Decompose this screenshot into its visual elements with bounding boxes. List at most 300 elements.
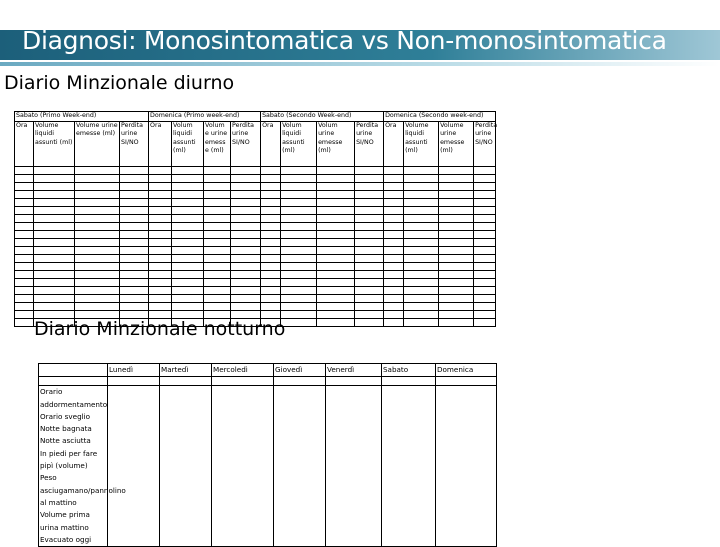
day-entry-cell[interactable] <box>261 286 281 294</box>
day-entry-cell[interactable] <box>204 214 231 222</box>
day-entry-cell[interactable] <box>120 246 149 254</box>
day-entry-cell[interactable] <box>149 254 172 262</box>
day-entry-cell[interactable] <box>439 294 474 302</box>
day-entry-cell[interactable] <box>75 214 120 222</box>
day-entry-cell[interactable] <box>474 294 496 302</box>
day-entry-cell[interactable] <box>204 190 231 198</box>
day-entry-cell[interactable] <box>75 254 120 262</box>
day-entry-cell[interactable] <box>75 182 120 190</box>
day-entry-cell[interactable] <box>355 166 384 174</box>
day-entry-cell[interactable] <box>261 214 281 222</box>
day-entry-cell[interactable] <box>34 174 75 182</box>
day-entry-cell[interactable] <box>439 182 474 190</box>
day-entry-cell[interactable] <box>439 214 474 222</box>
day-entry-cell[interactable] <box>231 206 261 214</box>
day-entry-cell[interactable] <box>149 214 172 222</box>
day-entry-cell[interactable] <box>120 214 149 222</box>
day-entry-cell[interactable] <box>261 198 281 206</box>
day-entry-cell[interactable] <box>204 310 231 318</box>
day-entry-cell[interactable] <box>149 302 172 310</box>
day-entry-cell[interactable] <box>355 246 384 254</box>
day-entry-cell[interactable] <box>439 190 474 198</box>
day-entry-cell[interactable] <box>261 166 281 174</box>
day-entry-cell[interactable] <box>439 310 474 318</box>
day-entry-cell[interactable] <box>317 302 355 310</box>
day-entry-cell[interactable] <box>404 270 439 278</box>
day-entry-cell[interactable] <box>261 302 281 310</box>
day-entry-cell[interactable] <box>317 190 355 198</box>
night-entry-cell[interactable] <box>436 386 497 547</box>
day-entry-cell[interactable] <box>34 286 75 294</box>
day-entry-cell[interactable] <box>120 254 149 262</box>
day-entry-cell[interactable] <box>317 182 355 190</box>
day-entry-cell[interactable] <box>474 302 496 310</box>
day-entry-cell[interactable] <box>34 262 75 270</box>
day-entry-cell[interactable] <box>281 230 317 238</box>
day-entry-cell[interactable] <box>15 278 34 286</box>
day-entry-cell[interactable] <box>231 230 261 238</box>
day-entry-cell[interactable] <box>204 198 231 206</box>
day-entry-cell[interactable] <box>281 286 317 294</box>
day-entry-cell[interactable] <box>149 246 172 254</box>
day-entry-cell[interactable] <box>317 318 355 326</box>
day-entry-cell[interactable] <box>15 254 34 262</box>
day-entry-cell[interactable] <box>281 174 317 182</box>
day-entry-cell[interactable] <box>120 238 149 246</box>
day-entry-cell[interactable] <box>172 222 204 230</box>
day-entry-cell[interactable] <box>231 302 261 310</box>
day-entry-cell[interactable] <box>75 238 120 246</box>
day-entry-cell[interactable] <box>261 246 281 254</box>
day-entry-cell[interactable] <box>355 174 384 182</box>
day-entry-cell[interactable] <box>474 182 496 190</box>
night-entry-cell[interactable] <box>108 386 160 547</box>
day-entry-cell[interactable] <box>149 270 172 278</box>
day-entry-cell[interactable] <box>474 278 496 286</box>
day-entry-cell[interactable] <box>404 174 439 182</box>
day-entry-cell[interactable] <box>231 246 261 254</box>
day-entry-cell[interactable] <box>75 302 120 310</box>
day-entry-cell[interactable] <box>317 238 355 246</box>
day-entry-cell[interactable] <box>439 254 474 262</box>
day-entry-cell[interactable] <box>120 182 149 190</box>
day-entry-cell[interactable] <box>281 222 317 230</box>
day-entry-cell[interactable] <box>172 190 204 198</box>
day-entry-cell[interactable] <box>34 278 75 286</box>
day-entry-cell[interactable] <box>317 206 355 214</box>
day-entry-cell[interactable] <box>355 286 384 294</box>
day-entry-cell[interactable] <box>149 262 172 270</box>
day-entry-cell[interactable] <box>281 262 317 270</box>
day-entry-cell[interactable] <box>384 222 404 230</box>
day-entry-cell[interactable] <box>384 174 404 182</box>
day-entry-cell[interactable] <box>204 278 231 286</box>
day-entry-cell[interactable] <box>261 270 281 278</box>
day-entry-cell[interactable] <box>439 270 474 278</box>
day-entry-cell[interactable] <box>172 206 204 214</box>
day-entry-cell[interactable] <box>281 270 317 278</box>
day-entry-cell[interactable] <box>384 166 404 174</box>
day-entry-cell[interactable] <box>439 262 474 270</box>
day-entry-cell[interactable] <box>404 318 439 326</box>
day-entry-cell[interactable] <box>355 310 384 318</box>
day-entry-cell[interactable] <box>474 166 496 174</box>
day-entry-cell[interactable] <box>149 190 172 198</box>
night-entry-cell[interactable] <box>326 386 382 547</box>
day-entry-cell[interactable] <box>34 230 75 238</box>
day-entry-cell[interactable] <box>317 222 355 230</box>
day-entry-cell[interactable] <box>34 222 75 230</box>
day-entry-cell[interactable] <box>204 166 231 174</box>
day-entry-cell[interactable] <box>15 302 34 310</box>
day-entry-cell[interactable] <box>474 214 496 222</box>
day-entry-cell[interactable] <box>120 222 149 230</box>
day-entry-cell[interactable] <box>474 286 496 294</box>
day-entry-cell[interactable] <box>404 230 439 238</box>
day-entry-cell[interactable] <box>120 198 149 206</box>
day-entry-cell[interactable] <box>149 286 172 294</box>
day-entry-cell[interactable] <box>261 310 281 318</box>
day-entry-cell[interactable] <box>474 270 496 278</box>
day-entry-cell[interactable] <box>439 206 474 214</box>
day-entry-cell[interactable] <box>172 294 204 302</box>
day-entry-cell[interactable] <box>204 238 231 246</box>
day-entry-cell[interactable] <box>281 206 317 214</box>
day-entry-cell[interactable] <box>34 190 75 198</box>
day-entry-cell[interactable] <box>261 222 281 230</box>
day-entry-cell[interactable] <box>281 294 317 302</box>
day-entry-cell[interactable] <box>149 182 172 190</box>
day-entry-cell[interactable] <box>15 182 34 190</box>
day-entry-cell[interactable] <box>172 214 204 222</box>
day-entry-cell[interactable] <box>439 286 474 294</box>
day-entry-cell[interactable] <box>261 294 281 302</box>
day-entry-cell[interactable] <box>204 230 231 238</box>
day-entry-cell[interactable] <box>281 166 317 174</box>
night-entry-cell[interactable] <box>382 386 436 547</box>
day-entry-cell[interactable] <box>75 262 120 270</box>
day-entry-cell[interactable] <box>34 214 75 222</box>
day-entry-cell[interactable] <box>172 238 204 246</box>
day-entry-cell[interactable] <box>317 262 355 270</box>
day-entry-cell[interactable] <box>120 294 149 302</box>
day-entry-cell[interactable] <box>204 174 231 182</box>
day-entry-cell[interactable] <box>281 254 317 262</box>
day-entry-cell[interactable] <box>120 230 149 238</box>
day-entry-cell[interactable] <box>281 198 317 206</box>
day-entry-cell[interactable] <box>281 246 317 254</box>
night-entry-cell[interactable] <box>212 386 274 547</box>
day-entry-cell[interactable] <box>231 286 261 294</box>
day-entry-cell[interactable] <box>75 206 120 214</box>
day-entry-cell[interactable] <box>439 230 474 238</box>
day-entry-cell[interactable] <box>474 246 496 254</box>
day-entry-cell[interactable] <box>172 254 204 262</box>
day-entry-cell[interactable] <box>281 310 317 318</box>
day-entry-cell[interactable] <box>384 198 404 206</box>
day-entry-cell[interactable] <box>317 270 355 278</box>
day-entry-cell[interactable] <box>75 198 120 206</box>
day-entry-cell[interactable] <box>172 174 204 182</box>
day-entry-cell[interactable] <box>384 206 404 214</box>
day-entry-cell[interactable] <box>355 190 384 198</box>
day-entry-cell[interactable] <box>474 206 496 214</box>
day-entry-cell[interactable] <box>439 246 474 254</box>
day-entry-cell[interactable] <box>34 270 75 278</box>
day-entry-cell[interactable] <box>15 222 34 230</box>
day-entry-cell[interactable] <box>404 286 439 294</box>
day-entry-cell[interactable] <box>261 206 281 214</box>
day-entry-cell[interactable] <box>355 182 384 190</box>
day-entry-cell[interactable] <box>120 206 149 214</box>
day-entry-cell[interactable] <box>15 214 34 222</box>
day-entry-cell[interactable] <box>231 262 261 270</box>
day-entry-cell[interactable] <box>15 246 34 254</box>
day-entry-cell[interactable] <box>384 238 404 246</box>
day-entry-cell[interactable] <box>384 246 404 254</box>
day-entry-cell[interactable] <box>384 286 404 294</box>
day-entry-cell[interactable] <box>404 190 439 198</box>
day-entry-cell[interactable] <box>149 278 172 286</box>
day-entry-cell[interactable] <box>355 230 384 238</box>
day-entry-cell[interactable] <box>15 190 34 198</box>
day-entry-cell[interactable] <box>149 294 172 302</box>
day-entry-cell[interactable] <box>120 286 149 294</box>
day-entry-cell[interactable] <box>75 190 120 198</box>
day-entry-cell[interactable] <box>204 254 231 262</box>
day-entry-cell[interactable] <box>75 286 120 294</box>
day-entry-cell[interactable] <box>384 294 404 302</box>
day-entry-cell[interactable] <box>172 230 204 238</box>
day-entry-cell[interactable] <box>355 262 384 270</box>
day-entry-cell[interactable] <box>261 182 281 190</box>
day-entry-cell[interactable] <box>34 302 75 310</box>
day-entry-cell[interactable] <box>439 302 474 310</box>
day-entry-cell[interactable] <box>317 294 355 302</box>
day-entry-cell[interactable] <box>149 174 172 182</box>
day-entry-cell[interactable] <box>15 286 34 294</box>
day-entry-cell[interactable] <box>75 174 120 182</box>
day-entry-cell[interactable] <box>281 302 317 310</box>
day-entry-cell[interactable] <box>149 198 172 206</box>
day-entry-cell[interactable] <box>15 318 34 326</box>
day-entry-cell[interactable] <box>384 318 404 326</box>
day-entry-cell[interactable] <box>231 182 261 190</box>
day-entry-cell[interactable] <box>34 206 75 214</box>
day-entry-cell[interactable] <box>281 190 317 198</box>
day-entry-cell[interactable] <box>474 230 496 238</box>
day-entry-cell[interactable] <box>231 222 261 230</box>
day-entry-cell[interactable] <box>261 254 281 262</box>
day-entry-cell[interactable] <box>355 302 384 310</box>
day-entry-cell[interactable] <box>15 198 34 206</box>
day-entry-cell[interactable] <box>231 214 261 222</box>
day-entry-cell[interactable] <box>149 206 172 214</box>
day-entry-cell[interactable] <box>34 246 75 254</box>
day-entry-cell[interactable] <box>404 206 439 214</box>
day-entry-cell[interactable] <box>172 262 204 270</box>
day-entry-cell[interactable] <box>439 198 474 206</box>
day-entry-cell[interactable] <box>34 310 75 318</box>
day-entry-cell[interactable] <box>204 262 231 270</box>
day-entry-cell[interactable] <box>172 198 204 206</box>
day-entry-cell[interactable] <box>75 222 120 230</box>
day-entry-cell[interactable] <box>474 198 496 206</box>
day-entry-cell[interactable] <box>15 230 34 238</box>
day-entry-cell[interactable] <box>404 246 439 254</box>
day-entry-cell[interactable] <box>120 302 149 310</box>
day-entry-cell[interactable] <box>231 278 261 286</box>
day-entry-cell[interactable] <box>231 166 261 174</box>
day-entry-cell[interactable] <box>261 230 281 238</box>
day-entry-cell[interactable] <box>404 166 439 174</box>
day-entry-cell[interactable] <box>439 238 474 246</box>
day-entry-cell[interactable] <box>75 294 120 302</box>
day-entry-cell[interactable] <box>15 270 34 278</box>
day-entry-cell[interactable] <box>231 174 261 182</box>
day-entry-cell[interactable] <box>172 278 204 286</box>
day-entry-cell[interactable] <box>261 278 281 286</box>
day-entry-cell[interactable] <box>404 238 439 246</box>
day-entry-cell[interactable] <box>120 278 149 286</box>
day-entry-cell[interactable] <box>384 302 404 310</box>
day-entry-cell[interactable] <box>439 174 474 182</box>
day-entry-cell[interactable] <box>404 214 439 222</box>
day-entry-cell[interactable] <box>317 254 355 262</box>
day-entry-cell[interactable] <box>204 286 231 294</box>
day-entry-cell[interactable] <box>34 294 75 302</box>
day-entry-cell[interactable] <box>355 214 384 222</box>
day-entry-cell[interactable] <box>474 222 496 230</box>
day-entry-cell[interactable] <box>15 166 34 174</box>
day-entry-cell[interactable] <box>317 310 355 318</box>
day-entry-cell[interactable] <box>149 222 172 230</box>
day-entry-cell[interactable] <box>384 214 404 222</box>
day-entry-cell[interactable] <box>404 182 439 190</box>
day-entry-cell[interactable] <box>355 222 384 230</box>
day-entry-cell[interactable] <box>120 270 149 278</box>
day-entry-cell[interactable] <box>204 302 231 310</box>
day-entry-cell[interactable] <box>149 230 172 238</box>
day-entry-cell[interactable] <box>404 278 439 286</box>
day-entry-cell[interactable] <box>317 166 355 174</box>
day-entry-cell[interactable] <box>317 198 355 206</box>
day-entry-cell[interactable] <box>281 238 317 246</box>
day-entry-cell[interactable] <box>474 190 496 198</box>
day-entry-cell[interactable] <box>204 270 231 278</box>
day-entry-cell[interactable] <box>384 190 404 198</box>
day-entry-cell[interactable] <box>149 238 172 246</box>
day-entry-cell[interactable] <box>15 294 34 302</box>
day-entry-cell[interactable] <box>474 238 496 246</box>
day-entry-cell[interactable] <box>281 182 317 190</box>
day-entry-cell[interactable] <box>317 230 355 238</box>
day-entry-cell[interactable] <box>75 246 120 254</box>
day-entry-cell[interactable] <box>474 174 496 182</box>
day-entry-cell[interactable] <box>231 238 261 246</box>
day-entry-cell[interactable] <box>75 270 120 278</box>
day-entry-cell[interactable] <box>474 254 496 262</box>
day-entry-cell[interactable] <box>231 198 261 206</box>
day-entry-cell[interactable] <box>355 278 384 286</box>
day-entry-cell[interactable] <box>404 302 439 310</box>
day-entry-cell[interactable] <box>384 254 404 262</box>
day-entry-cell[interactable] <box>261 190 281 198</box>
day-entry-cell[interactable] <box>149 310 172 318</box>
day-entry-cell[interactable] <box>75 166 120 174</box>
day-entry-cell[interactable] <box>172 286 204 294</box>
day-entry-cell[interactable] <box>355 318 384 326</box>
day-entry-cell[interactable] <box>404 294 439 302</box>
day-entry-cell[interactable] <box>120 262 149 270</box>
day-entry-cell[interactable] <box>355 198 384 206</box>
day-entry-cell[interactable] <box>355 206 384 214</box>
day-entry-cell[interactable] <box>439 278 474 286</box>
day-entry-cell[interactable] <box>384 278 404 286</box>
day-entry-cell[interactable] <box>281 278 317 286</box>
day-entry-cell[interactable] <box>34 254 75 262</box>
day-entry-cell[interactable] <box>120 174 149 182</box>
day-entry-cell[interactable] <box>120 166 149 174</box>
day-entry-cell[interactable] <box>474 310 496 318</box>
day-entry-cell[interactable] <box>404 198 439 206</box>
day-entry-cell[interactable] <box>15 310 34 318</box>
day-entry-cell[interactable] <box>149 166 172 174</box>
night-entry-cell[interactable] <box>274 386 326 547</box>
day-entry-cell[interactable] <box>172 310 204 318</box>
day-entry-cell[interactable] <box>261 174 281 182</box>
day-entry-cell[interactable] <box>231 310 261 318</box>
day-entry-cell[interactable] <box>34 198 75 206</box>
day-entry-cell[interactable] <box>172 182 204 190</box>
day-entry-cell[interactable] <box>281 318 317 326</box>
day-entry-cell[interactable] <box>34 166 75 174</box>
day-entry-cell[interactable] <box>204 182 231 190</box>
day-entry-cell[interactable] <box>404 222 439 230</box>
day-entry-cell[interactable] <box>75 310 120 318</box>
day-entry-cell[interactable] <box>384 182 404 190</box>
day-entry-cell[interactable] <box>384 270 404 278</box>
day-entry-cell[interactable] <box>384 262 404 270</box>
day-entry-cell[interactable] <box>75 230 120 238</box>
day-entry-cell[interactable] <box>355 254 384 262</box>
day-entry-cell[interactable] <box>317 214 355 222</box>
day-entry-cell[interactable] <box>204 246 231 254</box>
day-entry-cell[interactable] <box>261 238 281 246</box>
day-entry-cell[interactable] <box>15 174 34 182</box>
day-entry-cell[interactable] <box>34 238 75 246</box>
day-entry-cell[interactable] <box>15 238 34 246</box>
day-entry-cell[interactable] <box>120 190 149 198</box>
day-entry-cell[interactable] <box>355 238 384 246</box>
day-entry-cell[interactable] <box>231 190 261 198</box>
day-entry-cell[interactable] <box>384 310 404 318</box>
day-entry-cell[interactable] <box>172 302 204 310</box>
day-entry-cell[interactable] <box>404 310 439 318</box>
day-entry-cell[interactable] <box>281 214 317 222</box>
day-entry-cell[interactable] <box>15 262 34 270</box>
day-entry-cell[interactable] <box>172 166 204 174</box>
day-entry-cell[interactable] <box>384 230 404 238</box>
day-entry-cell[interactable] <box>317 286 355 294</box>
day-entry-cell[interactable] <box>404 254 439 262</box>
day-entry-cell[interactable] <box>317 278 355 286</box>
day-entry-cell[interactable] <box>204 206 231 214</box>
day-entry-cell[interactable] <box>261 262 281 270</box>
day-entry-cell[interactable] <box>34 182 75 190</box>
day-entry-cell[interactable] <box>355 294 384 302</box>
day-entry-cell[interactable] <box>120 310 149 318</box>
